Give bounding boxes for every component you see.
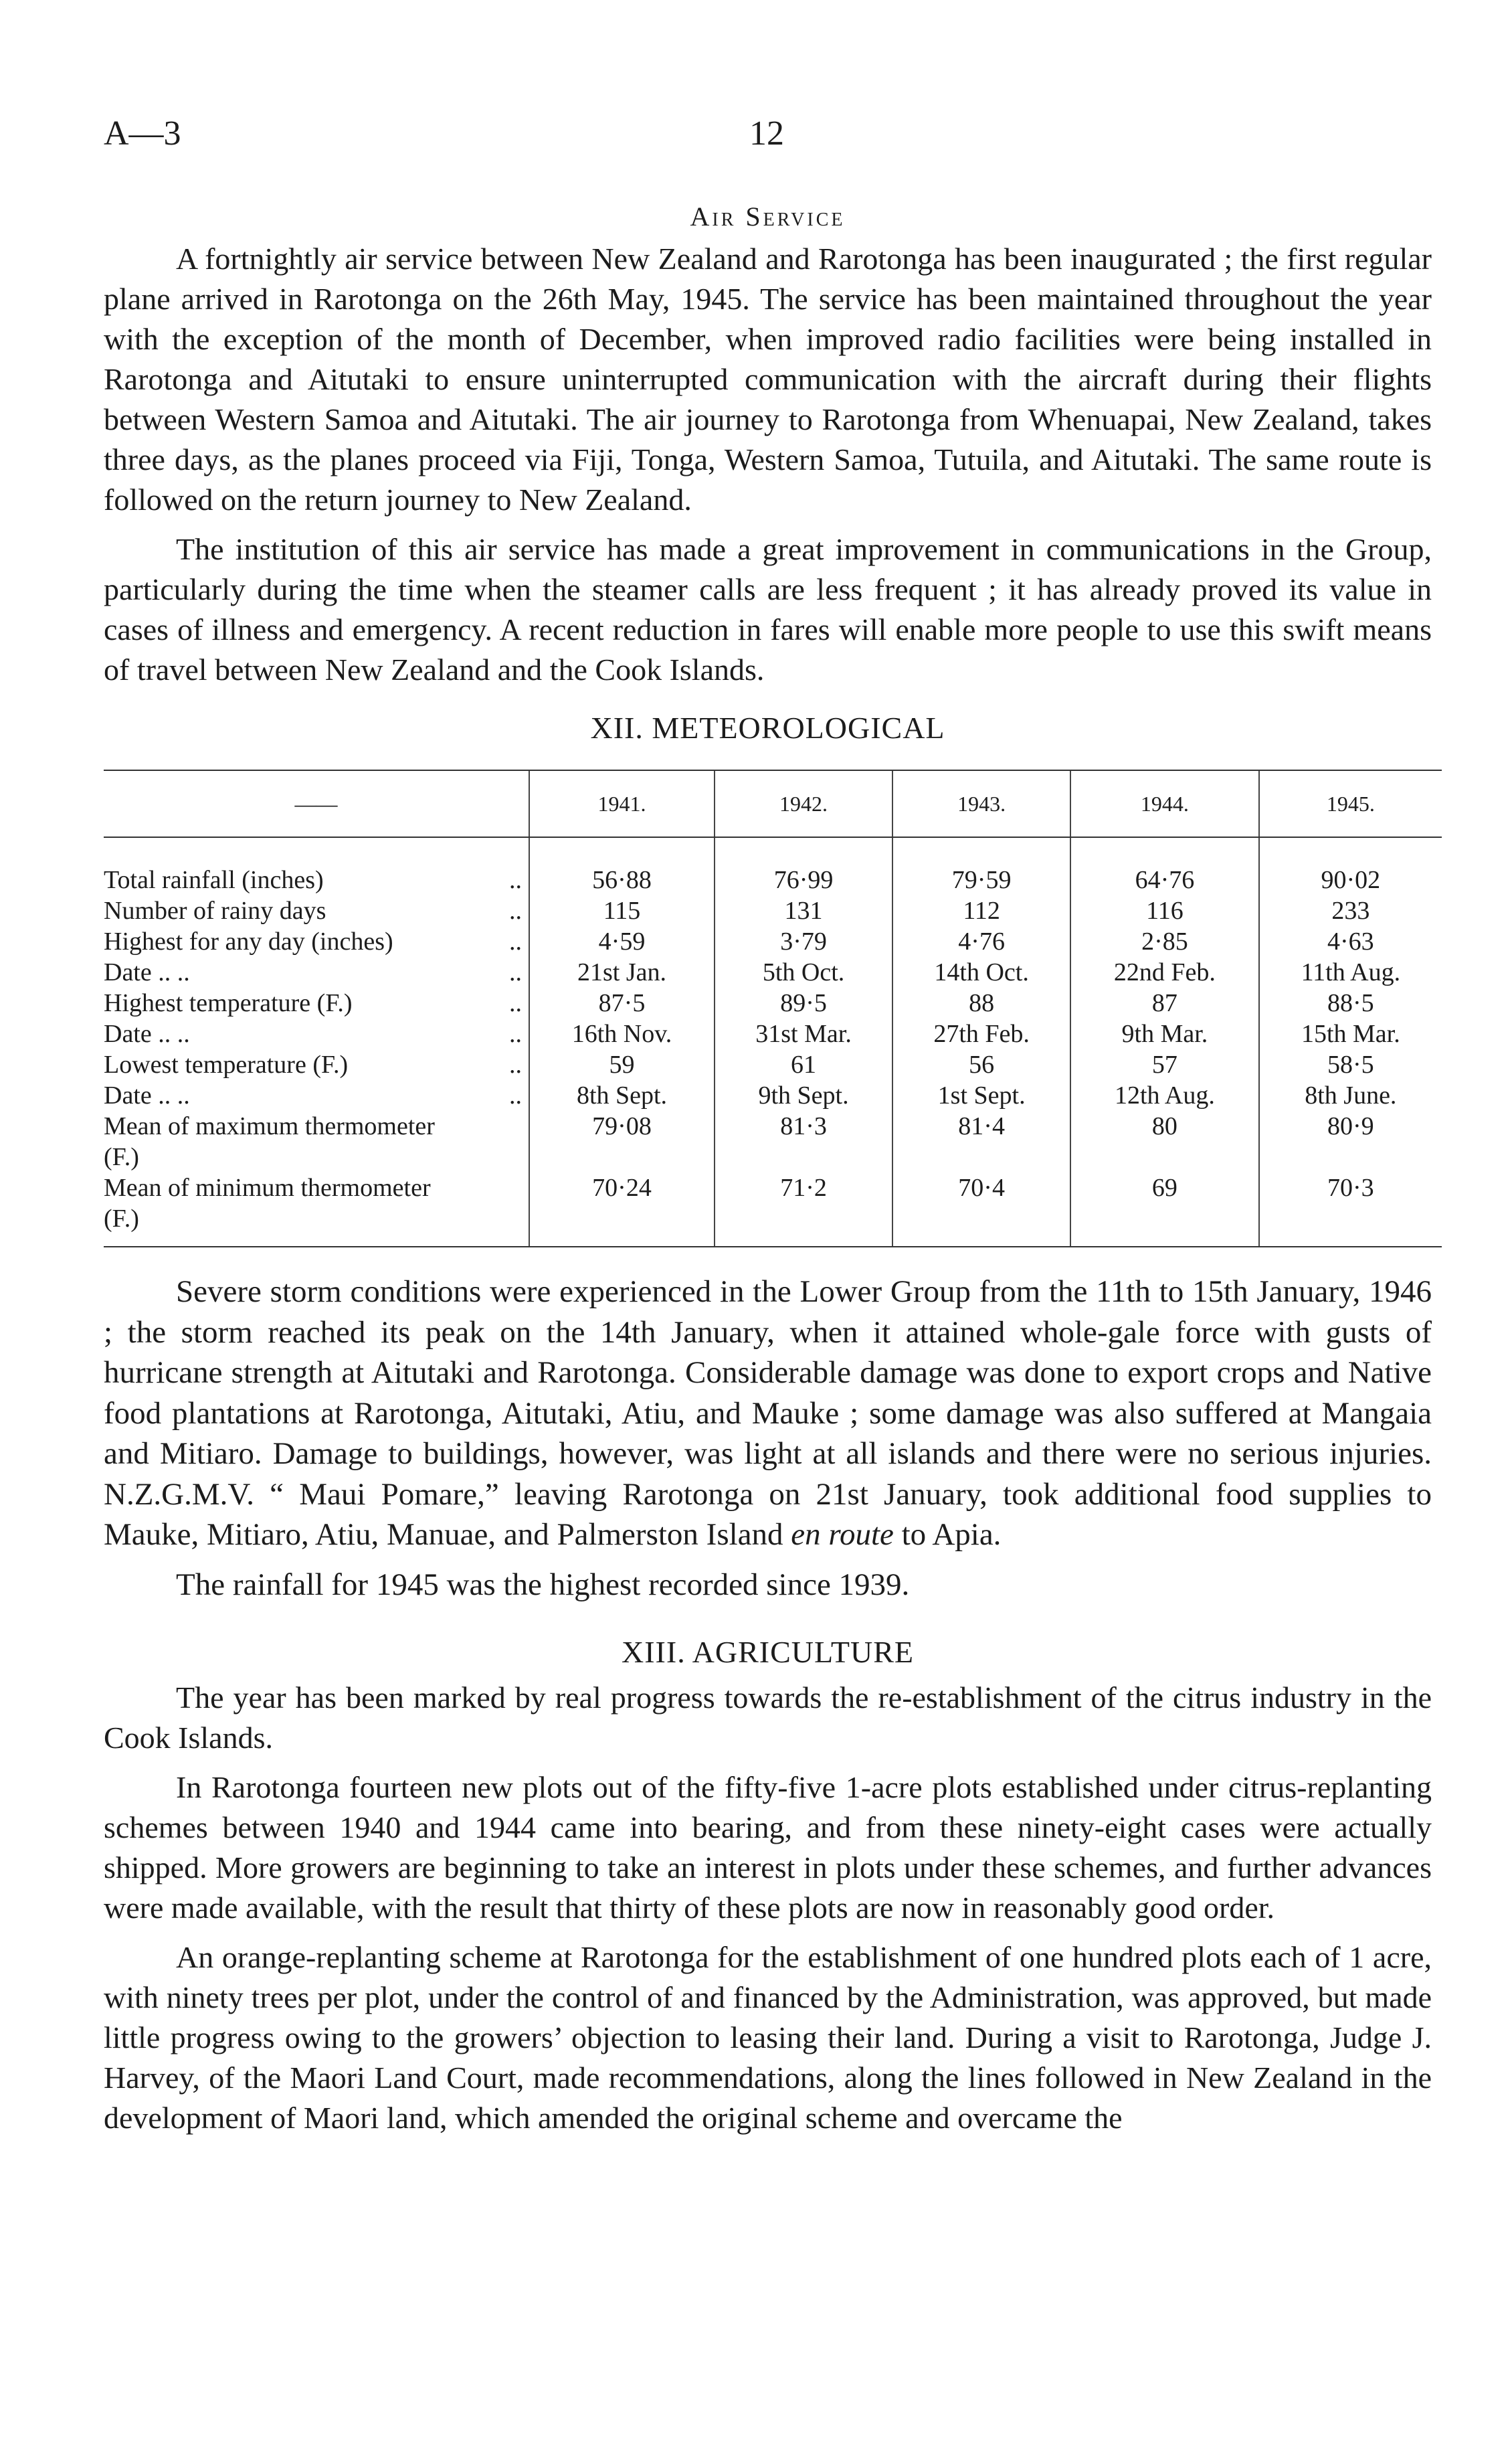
row-label-cell (104, 895, 529, 926)
air-service-heading: Air Service (690, 201, 846, 232)
table-cell: 80 (1070, 1111, 1259, 1172)
table-corner: —— (104, 770, 529, 837)
table-cell: 115 (529, 895, 715, 926)
table-cell: 22nd Feb. (1070, 957, 1259, 988)
row-label-cell (104, 926, 529, 957)
row-label-cell (104, 1019, 529, 1049)
table-cell: 90·02 (1259, 837, 1442, 895)
table-cell: 14th Oct. (892, 957, 1070, 988)
table-cell: 4·76 (892, 926, 1070, 957)
table-cell: 21st Jan. (529, 957, 715, 988)
row-label-cell (104, 1049, 529, 1080)
table-cell: 4·63 (1259, 926, 1442, 957)
table-cell: 1st Sept. (892, 1080, 1070, 1111)
table-cell: 2·85 (1070, 926, 1259, 957)
year-header: 1944. (1070, 770, 1259, 837)
table-cell: 70·3 (1259, 1172, 1442, 1247)
table-body (104, 837, 1442, 1247)
agriculture-heading: XIII. AGRICULTURE (622, 1635, 914, 1669)
table-row (104, 1080, 1442, 1111)
table-cell: 87 (1070, 988, 1259, 1019)
row-label: Highest temperature (F.) (104, 989, 353, 1017)
table-cell: 11th Aug. (1259, 957, 1442, 988)
table-row (104, 926, 1442, 957)
row-label-cell (104, 1172, 529, 1247)
table-cell: 58·5 (1259, 1049, 1442, 1080)
table-row (104, 895, 1442, 926)
row-label: Lowest temperature (F.) (104, 1051, 349, 1079)
table-cell: 87·5 (529, 988, 715, 1019)
year-header: 1943. (892, 770, 1070, 837)
row-label: Date .. .. (104, 1020, 190, 1048)
table-cell: 64·76 (1070, 837, 1259, 895)
row-label: Mean of minimum thermometer (104, 1174, 431, 1202)
table-cell: 233 (1259, 895, 1442, 926)
row-leader-dots: .. (509, 866, 522, 894)
row-label-continued: (F.) (104, 1205, 139, 1233)
table-row (104, 1111, 1442, 1172)
table-cell: 4·59 (529, 926, 715, 957)
table-row (104, 1172, 1442, 1247)
table-cell: 61 (715, 1049, 892, 1080)
table-cell: 70·24 (529, 1172, 715, 1247)
row-label: Mean of maximum thermometer (104, 1112, 435, 1140)
row-label: Total rainfall (inches) (104, 866, 324, 894)
table-cell: 8th June. (1259, 1080, 1442, 1111)
year-header: 1941. (529, 770, 715, 837)
rainfall-paragraph: The rainfall for 1945 was the highest recorded since 1939. (176, 1567, 910, 1602)
row-label: Date .. .. (104, 1081, 190, 1110)
table-cell: 81·3 (715, 1111, 892, 1172)
row-leader-dots: .. (509, 989, 522, 1017)
table-cell: 131 (715, 895, 892, 926)
meteorological-heading: XII. METEOROLOGICAL (590, 711, 945, 745)
agriculture-paragraph-2: In Rarotonga fourteen new plots out of the fifty-five 1-acre plots established under citrus-replanting schemes between 1940 and 1944 came into bearing, and from these ninety-eight cases were actually shipped. More growers are beginning to take an interest in plots under these schemes, and further advances were made available, with the result that thirty of these plots are now in reasonably good order. (104, 1770, 1432, 1925)
year-header: 1942. (715, 770, 892, 837)
table-cell: 81·4 (892, 1111, 1070, 1172)
table-cell: 5th Oct. (715, 957, 892, 988)
table-cell: 71·2 (715, 1172, 892, 1247)
row-label: Highest for any day (inches) (104, 928, 393, 956)
table-cell: 80·9 (1259, 1111, 1442, 1172)
table-cell: 16th Nov. (529, 1019, 715, 1049)
agriculture-paragraph-1: The year has been marked by real progress towards the re-establishment of the citrus industry in the Cook Islands. (104, 1680, 1432, 1755)
storm-italic: en route (791, 1517, 894, 1552)
table-cell: 3·79 (715, 926, 892, 957)
table-cell: 9th Mar. (1070, 1019, 1259, 1049)
air-service-paragraph-2: The institution of this air service has made a great improvement in communications in the Group, particularly during the time when the steamer calls are less frequent ; it has already proved its value in cases of illness and emergency. A recent reduction in fares will enable more people to use this swift means of travel between New Zealand and the Cook Islands. (104, 532, 1432, 687)
table-row (104, 837, 1442, 895)
table-cell: 31st Mar. (715, 1019, 892, 1049)
table-cell: 57 (1070, 1049, 1259, 1080)
table-cell: 88·5 (1259, 988, 1442, 1019)
storm-end: to Apia. (893, 1517, 1002, 1552)
row-label-cell (104, 837, 529, 895)
table-cell: 12th Aug. (1070, 1080, 1259, 1111)
table-cell: 8th Sept. (529, 1080, 715, 1111)
table-cell: 89·5 (715, 988, 892, 1019)
table-cell: 116 (1070, 895, 1259, 926)
row-leader-dots: .. (509, 897, 522, 925)
table-cell: 79·59 (892, 837, 1070, 895)
table-cell: 76·99 (715, 837, 892, 895)
row-label: Date .. .. (104, 958, 190, 986)
row-label-cell (104, 1080, 529, 1111)
row-leader-dots: .. (509, 1020, 522, 1048)
table-cell: 59 (529, 1049, 715, 1080)
table-header-row (104, 770, 1442, 837)
table-cell: 70·4 (892, 1172, 1070, 1247)
table-cell: 112 (892, 895, 1070, 926)
table-cell: 27th Feb. (892, 1019, 1070, 1049)
document-page (104, 114, 1432, 2148)
table-row (104, 1049, 1442, 1080)
row-label-cell (104, 957, 529, 988)
table-row (104, 988, 1442, 1019)
row-label-cell (104, 1111, 529, 1172)
table-row (104, 1019, 1442, 1049)
agriculture-paragraph-3: An orange-replanting scheme at Rarotonga for the establishment of one hundred plots each of 1 acre, with ninety trees per plot, under the control of and financed by the Administration, was approved, but made little progress owing to the growers’ objection to leasing their land. During a visit to Rarotonga, Judge J. Harvey, of the Maori Land Court, made recommendations, along the lines followed in New Zealand in the development of Maori land, which amended the original scheme and overcame the (104, 1940, 1432, 2135)
row-label-cell (104, 988, 529, 1019)
row-label-continued: (F.) (104, 1143, 139, 1171)
table-cell: 56·88 (529, 837, 715, 895)
storm-text: Severe storm conditions were experienced in the Lower Group from the 11th to 15th January, 1946 ; the storm reached its peak on the 14th January, when it attained whole-gale force with gusts of hurricane strength at Aitutaki and Rarotonga. Considerable damage was done to export crops and Native food plantations at Rarotonga, Aitutaki, Atiu, and Mauke ; some damage was also suffered at Mangaia and Mitiaro. Damage to buildings, however, was light at all islands and there were no serious injuries. N.Z.G.M.V. “ Maui Pomare,” leaving Rarotonga on 21st January, took additional food supplies to Mauke, Mitiaro, Atiu, Manuae, and Palmerston Island (104, 1274, 1432, 1552)
table-cell: 69 (1070, 1172, 1259, 1247)
page-header (104, 114, 1432, 167)
table-cell: 88 (892, 988, 1070, 1019)
table-cell: 9th Sept. (715, 1080, 892, 1111)
page-number: 12 (749, 114, 784, 153)
table-row (104, 957, 1442, 988)
table-cell: 15th Mar. (1259, 1019, 1442, 1049)
row-label: Number of rainy days (104, 897, 326, 925)
meteorological-table-wrap (104, 770, 1432, 1247)
row-leader-dots: .. (509, 1081, 522, 1110)
report-code: A—3 (104, 114, 181, 153)
storm-paragraph (104, 1272, 1432, 1555)
air-service-paragraph-1: A fortnightly air service between New Zealand and Rarotonga has been inaugurated ; the first regular plane arrived in Rarotonga on the 26th May, 1945. The service has been maintained throughout the year with the exception of the month of December, when improved radio facilities were being installed in Rarotonga and Aitutaki to ensure uninterrupted communication with the aircraft during their flights between Western Samoa and Aitutaki. The air journey to Rarotonga from Whenuapai, New Zealand, takes three days, as the planes proceed via Fiji, Tonga, Western Samoa, Tutuila, and Aitutaki. The same route is followed on the return journey to New Zealand. (104, 242, 1432, 517)
row-leader-dots: .. (509, 1051, 522, 1079)
row-leader-dots: .. (509, 958, 522, 986)
row-leader-dots: .. (509, 928, 522, 956)
table-cell: 56 (892, 1049, 1070, 1080)
meteorological-table (104, 770, 1442, 1247)
table-cell: 79·08 (529, 1111, 715, 1172)
year-header: 1945. (1259, 770, 1442, 837)
